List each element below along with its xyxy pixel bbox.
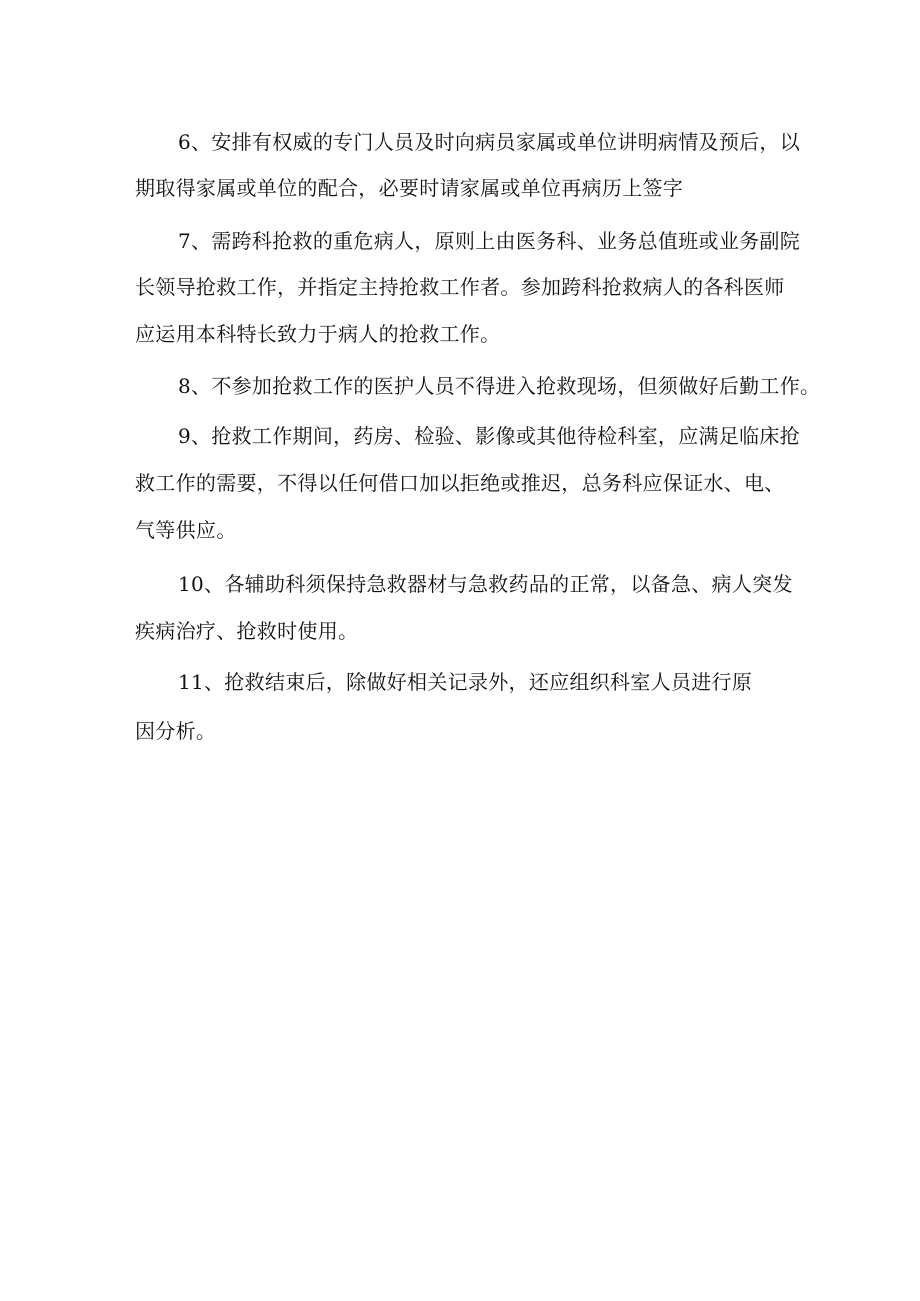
paragraph-11-line-1: 11、抢救结束后，除做好相关记录外，还应组织科室人员进行原 [178, 670, 753, 694]
paragraph-7-line-3: 应运用本科特长致力于病人的抢救工作。 [135, 322, 501, 346]
paragraph-7-line-1: 7、需跨科抢救的重危病人，原则上由医务科、业务总值班或业务副院 [178, 229, 801, 253]
paragraph-9-line-1: 9、抢救工作期间，药房、检验、影像或其他待检科室，应满足临床抢 [178, 424, 801, 448]
paragraph-6-line-1: 6、安排有权威的专门人员及时向病员家属或单位讲明病情及预后，以 [178, 130, 801, 154]
paragraph-8-line-1: 8、不参加抢救工作的医护人员不得进入抢救现场，但须做好后勤工作。 [178, 374, 821, 398]
paragraph-10-line-1: 10、各辅助科须保持急救器材与急救药品的正常，以备急、病人突发 [178, 572, 793, 596]
paragraph-6-line-2: 期取得家属或单位的配合，必要时请家属或单位再病历上签字 [135, 176, 684, 200]
paragraph-11-line-2: 因分析。 [135, 719, 217, 743]
paragraph-7-line-2: 长领导抢救工作，并指定主持抢救工作者。参加跨科抢救病人的各科医师 [135, 275, 785, 299]
paragraph-9-line-3: 气等供应。 [135, 518, 237, 542]
paragraph-9-line-2: 救工作的需要，不得以任何借口加以拒绝或推迟，总务科应保证水、电、 [135, 471, 785, 495]
paragraph-10-line-2: 疾病治疗、抢救时使用。 [135, 619, 359, 643]
